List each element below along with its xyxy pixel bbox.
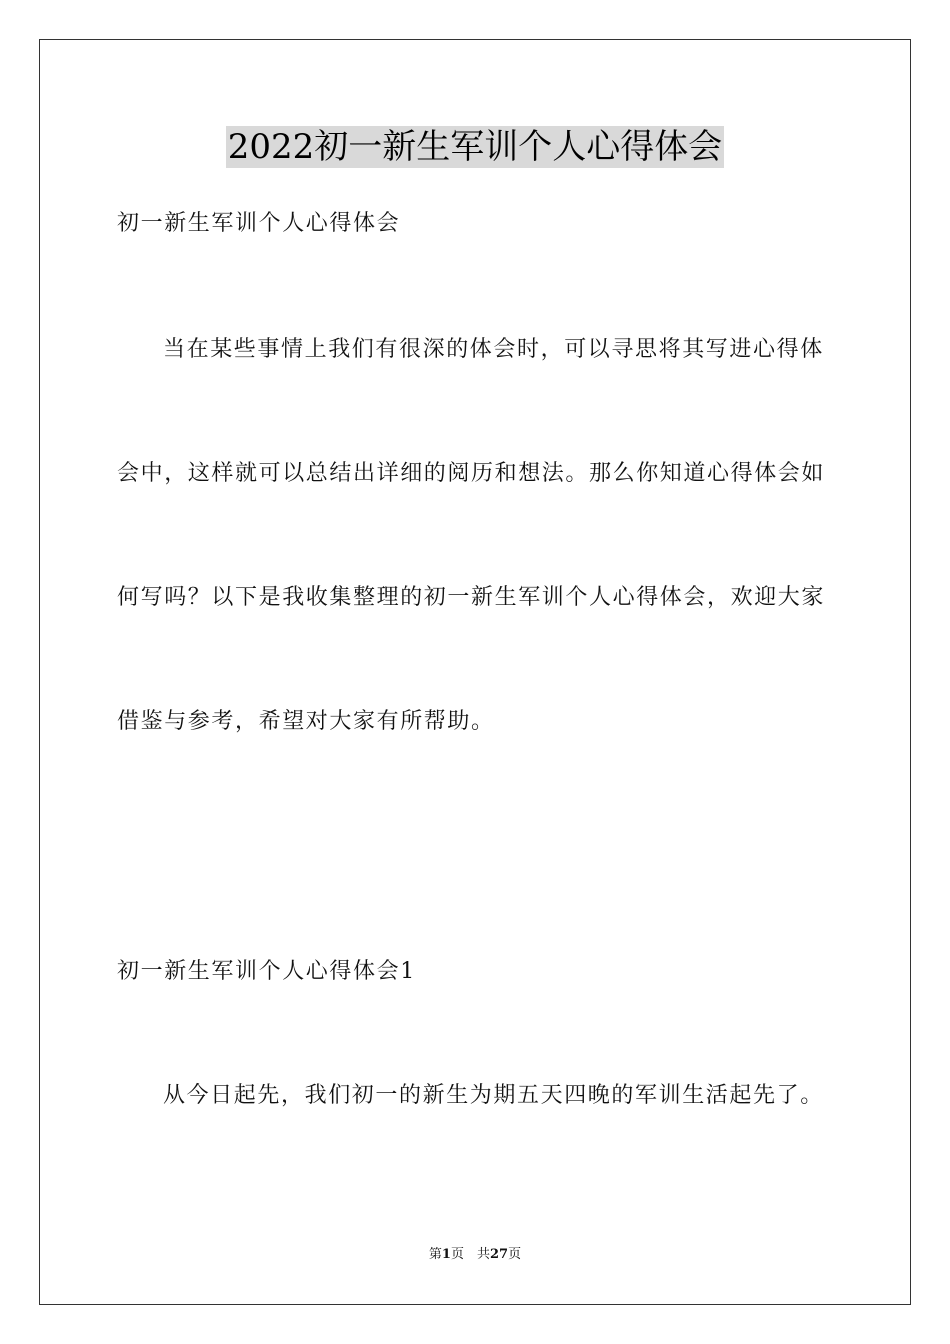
section-heading: 初一新生军训个人心得体会	[117, 211, 401, 236]
paragraph-line: 会中，这样就可以总结出详细的阅历和想法。那么你知道心得体会如	[117, 461, 826, 486]
paragraph-line: 当在某些事情上我们有很深的体会时，可以寻思将其写进心得体	[163, 337, 824, 362]
footer-mid: 页 共	[450, 1247, 490, 1262]
footer-suffix: 页	[508, 1247, 522, 1262]
total-page-number: 27	[489, 1247, 509, 1262]
footer-prefix: 第	[428, 1247, 442, 1262]
paragraph-line: 借鉴与参考，希望对大家有所帮助。	[117, 709, 495, 734]
page-footer	[0, 1246, 950, 1264]
paragraph-line: 何写吗？以下是我收集整理的初一新生军训个人心得体会，欢迎大家	[117, 585, 826, 610]
document-title: 2022初一新生军训个人心得体会	[227, 127, 723, 167]
paragraph-line: 从今日起先，我们初一的新生为期五天四晚的军训生活起先了。	[163, 1083, 824, 1108]
section-heading: 初一新生军训个人心得体会1	[117, 959, 416, 984]
current-page-number: 1	[441, 1247, 451, 1262]
title-container	[0, 126, 950, 168]
